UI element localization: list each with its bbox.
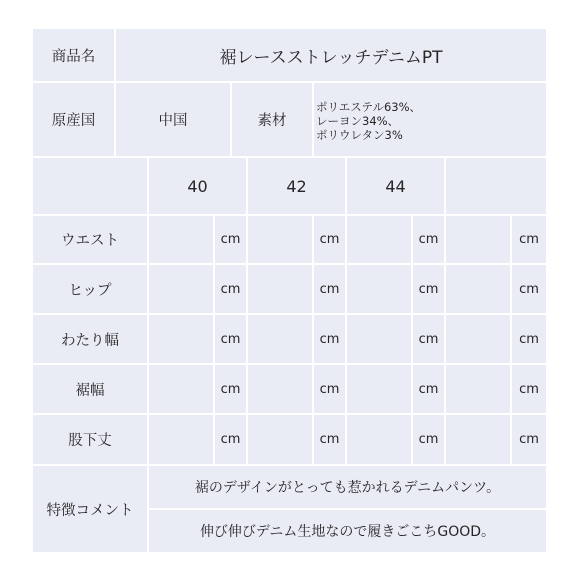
unit-label: cm [319, 432, 340, 447]
unit-label: cm [418, 232, 439, 247]
measure-value-cell [149, 265, 213, 313]
measure-value-cell [149, 415, 213, 464]
origin-label-cell [33, 83, 114, 156]
features-comment-cell [149, 466, 546, 508]
features-comment-cell [149, 510, 546, 552]
unit-cell [512, 315, 546, 363]
unit-cell [413, 315, 444, 363]
measure-label-cell [33, 265, 147, 313]
measure-label-cell [33, 315, 147, 363]
unit-label: cm [519, 432, 539, 447]
measure-value-cell [347, 216, 411, 263]
product-name: 裾レースストレッチデニムPT [219, 47, 443, 68]
origin-value-cell [116, 83, 230, 156]
unit-cell [512, 265, 546, 313]
measure-value-cell [149, 315, 213, 363]
unit-cell [314, 365, 345, 413]
unit-cell [413, 216, 444, 263]
unit-cell [314, 415, 345, 464]
measure-value-cell [149, 216, 213, 263]
material-value-cell [314, 83, 546, 156]
measure-value-cell [248, 315, 312, 363]
unit-cell [215, 415, 246, 464]
product-name-cell [116, 29, 546, 81]
measure-value-cell [248, 415, 312, 464]
size-label: 42 [286, 176, 307, 196]
unit-cell [314, 216, 345, 263]
measure-value-cell [248, 365, 312, 413]
size-header-extra [446, 158, 546, 214]
material-line: レーヨン34%、 [316, 114, 400, 128]
size-header-40 [149, 158, 246, 214]
material-line: ポリエステル63%、 [316, 100, 422, 114]
unit-label: cm [519, 281, 539, 297]
measure-value-cell [347, 315, 411, 363]
origin-value: 中国 [158, 113, 188, 129]
measure-label: ヒップ [68, 282, 112, 299]
measure-value-cell [446, 216, 510, 263]
unit-cell [215, 365, 246, 413]
unit-label: cm [519, 232, 539, 247]
unit-label: cm [220, 281, 241, 297]
material-lines [316, 100, 421, 142]
unit-label: cm [418, 281, 439, 297]
unit-label: cm [220, 232, 241, 247]
measure-label: ウエスト [61, 233, 119, 249]
measure-label-cell [33, 415, 147, 464]
unit-cell [314, 265, 345, 313]
unit-cell [314, 315, 345, 363]
measure-value-cell [347, 365, 411, 413]
size-label: 44 [385, 176, 406, 196]
measure-value-cell [248, 216, 312, 263]
measure-value-cell [446, 415, 510, 464]
features-comment: 伸び伸びデニム生地なので履きごこちGOOD。 [199, 524, 496, 540]
size-header-blank [33, 158, 147, 214]
unit-cell [413, 415, 444, 464]
measure-value-cell [248, 265, 312, 313]
measure-label: 股下丈 [68, 433, 112, 449]
measure-value-cell [347, 265, 411, 313]
size-label: 40 [187, 176, 208, 196]
size-header-42 [248, 158, 345, 214]
unit-cell [512, 365, 546, 413]
unit-cell [215, 216, 246, 263]
unit-label: cm [220, 432, 241, 447]
measure-label-cell [33, 216, 147, 263]
unit-label: cm [220, 331, 241, 347]
unit-label: cm [319, 381, 340, 397]
unit-label: cm [418, 381, 439, 397]
features-label: 特徴コメント [46, 502, 134, 519]
measure-label: 裾幅 [75, 382, 105, 399]
unit-label: cm [319, 232, 340, 247]
size-header-44 [347, 158, 444, 214]
measure-label: わたり幅 [61, 332, 119, 349]
measure-value-cell [347, 415, 411, 464]
unit-label: cm [519, 381, 539, 397]
unit-cell [413, 265, 444, 313]
unit-cell [215, 265, 246, 313]
unit-label: cm [519, 331, 539, 347]
material-line: ポリウレタン3% [316, 128, 403, 142]
measure-value-cell [446, 315, 510, 363]
unit-label: cm [319, 331, 340, 347]
measure-value-cell [149, 365, 213, 413]
measure-label-cell [33, 365, 147, 413]
unit-label: cm [418, 432, 439, 447]
product-label: 商品名 [51, 48, 96, 65]
measure-value-cell [446, 265, 510, 313]
unit-label: cm [220, 381, 241, 397]
unit-cell [512, 216, 546, 263]
features-label-cell [33, 466, 147, 552]
unit-cell [413, 365, 444, 413]
unit-cell [512, 415, 546, 464]
product-label-cell [33, 29, 114, 81]
material-label: 素材 [257, 113, 287, 129]
unit-label: cm [319, 281, 340, 297]
material-label-cell [232, 83, 312, 156]
origin-label: 原産国 [51, 113, 96, 129]
unit-label: cm [418, 331, 439, 347]
measure-value-cell [446, 365, 510, 413]
features-comment: 裾のデザインがとっても惹かれるデニムパンツ。 [194, 480, 501, 496]
unit-cell [215, 315, 246, 363]
